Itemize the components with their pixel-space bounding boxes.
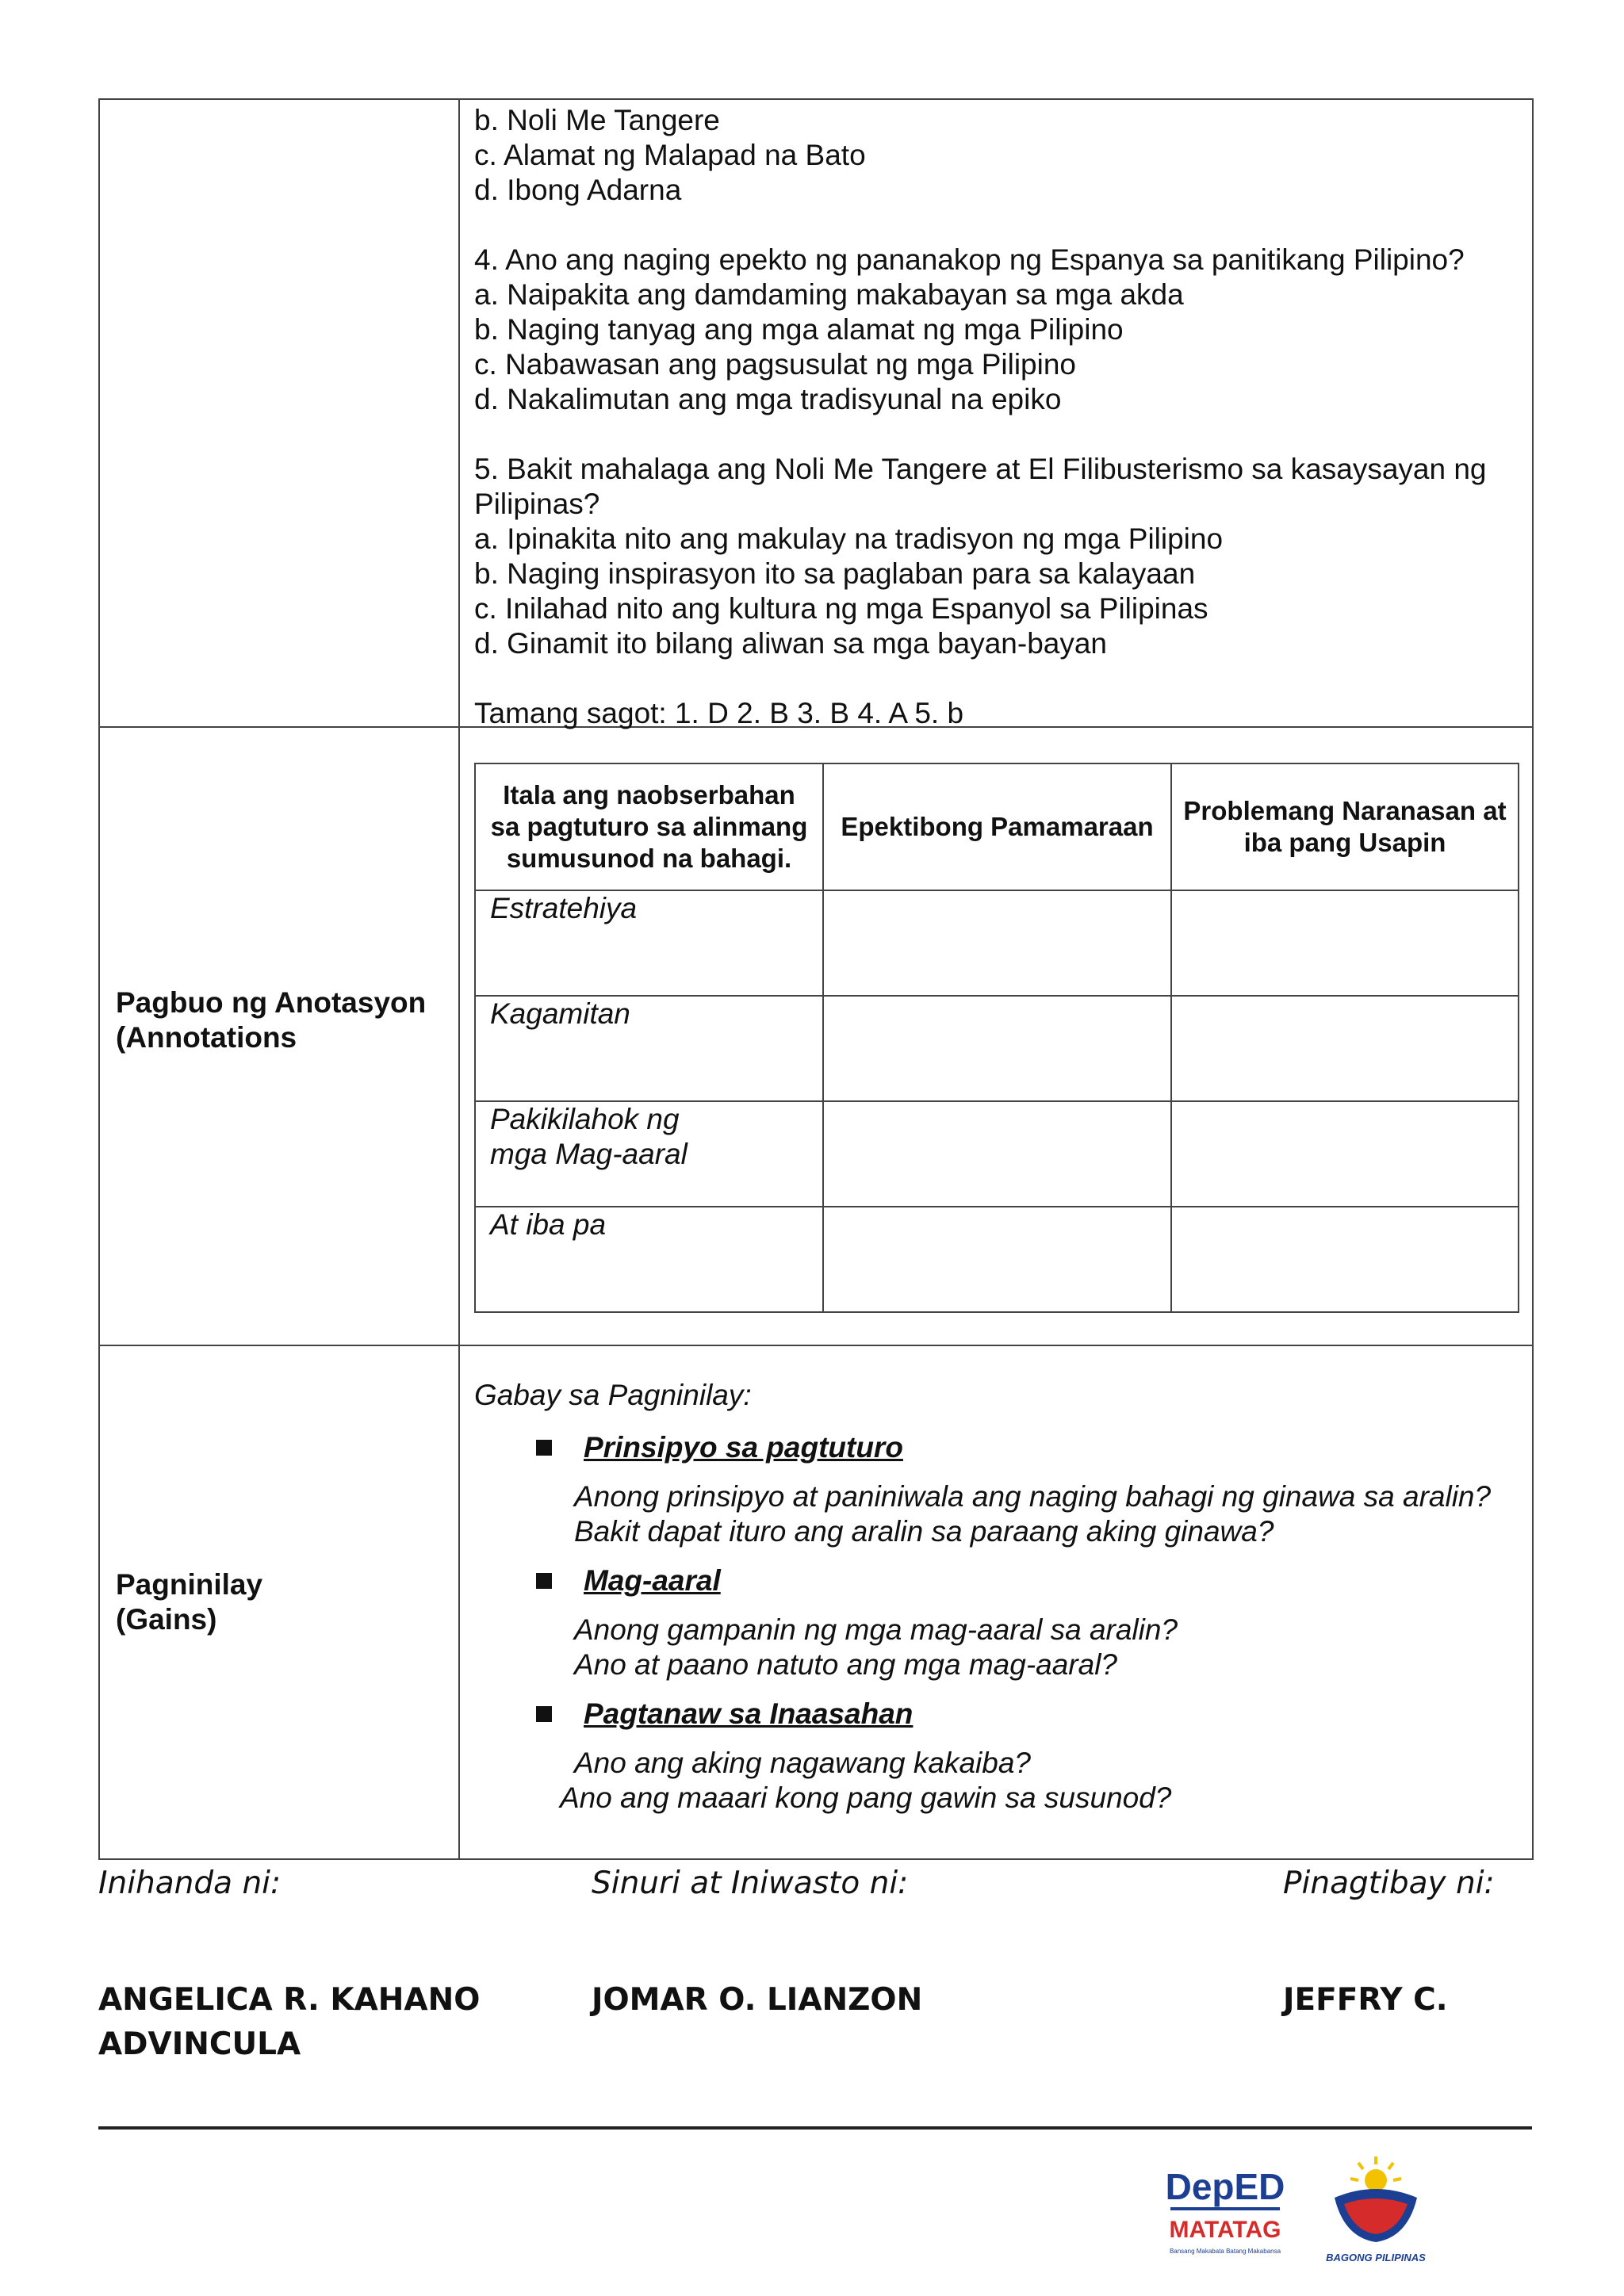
quiz-content-cell [459, 99, 1533, 727]
reflection-item-students [536, 1563, 1518, 1598]
q4-option-b: b. Naging tanyag ang mga alamat ng mga Pilipino [474, 313, 1124, 346]
lesson-plan-table [98, 98, 1534, 1860]
q5-question: 5. Bakit mahalaga ang Noli Me Tangere at El Filibusterismo sa kasaysayan ng Pilipinas? [474, 453, 1487, 520]
row-label-materials: Kagamitan [475, 996, 823, 1101]
table-row [475, 996, 1519, 1101]
reflection-line: Ano ang maaari kong pang gawin sa susunod? [560, 1781, 1172, 1814]
q3-option-d: d. Ibong Adarna [474, 174, 682, 206]
deped-logo-bar [1170, 2207, 1280, 2210]
reflection-item-title: Pagtanaw sa Inaasahan [584, 1697, 914, 1730]
reflection-line: Ano at paano natuto ang mga mag-aaral? [574, 1648, 1117, 1681]
table-row [475, 890, 1519, 996]
annotations-header-row [475, 763, 1519, 890]
checked-by-name: JOMAR O. LIANZON [592, 1982, 923, 2018]
problems-cell[interactable] [1171, 1207, 1519, 1312]
deped-logo-text: DepED [1165, 2166, 1285, 2207]
square-bullet-icon [536, 1440, 552, 1456]
reflection-item-outlook [536, 1697, 1518, 1732]
q4-option-d: d. Nakalimutan ang mga tradisyunal na epiko [474, 383, 1062, 415]
quiz-row [99, 99, 1533, 727]
q3-option-b: b. Noli Me Tangere [474, 104, 720, 136]
effective-cell[interactable] [823, 1207, 1171, 1312]
reflection-line: Anong gampanin ng mga mag-aaral sa aralin? [574, 1613, 1178, 1646]
table-row [475, 1207, 1519, 1312]
table-row [475, 1101, 1519, 1207]
deped-matatag-logo [1158, 2155, 1293, 2266]
q5-option-c: c. Inilahad nito ang kultura ng mga Espanyol sa Pilipinas [474, 592, 1208, 625]
reflection-content-cell [459, 1345, 1533, 1859]
checked-by-label: Sinuri at Iniwasto ni: [592, 1866, 909, 1901]
bagong-pilipinas-text: BAGONG PILIPINAS [1326, 2252, 1426, 2263]
annotations-row [99, 727, 1533, 1345]
q4-question: 4. Ano ang naging epekto ng pananakop ng Espanya sa panitikang Pilipino? [474, 243, 1465, 276]
square-bullet-icon [536, 1706, 552, 1722]
problems-cell[interactable] [1171, 1101, 1519, 1207]
q5-option-d: d. Ginamit ito bilang aliwan sa mga bayan-bayan [474, 627, 1108, 660]
q5-option-b: b. Naging inspirasyon ito sa paglaban para sa kalayaan [474, 557, 1196, 590]
reflection-line: Anong prinsipyo at paniniwala ang naging bahagi ng ginawa sa aralin? [574, 1480, 1492, 1513]
reflection-item-title: Mag-aaral [584, 1564, 721, 1597]
annotations-label: Pagbuo ng Anotasyon (Annotations [99, 727, 459, 1345]
reflection-item-title: Prinsipyo sa pagtuturo [584, 1431, 903, 1464]
annotations-header-problems: Problemang Naranasan at iba pang Usapin [1171, 763, 1519, 890]
prepared-by-name: ANGELICA R. KAHANO ADVINCULA [98, 1982, 481, 2062]
reflection-line: Ano ang aking nagawang kakaiba? [574, 1747, 1032, 1779]
bagong-pilipinas-logo [1312, 2149, 1439, 2267]
effective-cell[interactable] [823, 890, 1171, 996]
reflection-line: Bakit dapat ituro ang aralin sa paraang aking ginawa? [574, 1515, 1274, 1548]
prepared-by-label: Inihanda ni: [98, 1866, 282, 1901]
row-label-others: At iba pa [475, 1207, 823, 1312]
deped-tagline: Bansang Makabata Batang Makabansa [1169, 2248, 1281, 2255]
problems-cell[interactable] [1171, 996, 1519, 1101]
q5-option-a: a. Ipinakita nito ang makulay na tradisyon ng mga Pilipino [474, 522, 1224, 555]
annotations-content-cell [459, 727, 1533, 1345]
square-bullet-icon [536, 1573, 552, 1589]
effective-cell[interactable] [823, 1101, 1171, 1207]
annotations-table [474, 763, 1519, 1313]
problems-cell[interactable] [1171, 890, 1519, 996]
reflection-row [99, 1345, 1533, 1859]
answer-key: Tamang sagot: 1. D 2. B 3. B 4. A 5. b [474, 697, 964, 729]
q3-option-c: c. Alamat ng Malapad na Bato [474, 139, 866, 171]
annotations-header-observed: Itala ang naobserbahan sa pagtuturo sa alinmang sumusunod na bahagi. [475, 763, 823, 890]
q4-option-a: a. Naipakita ang damdaming makabayan sa mga akda [474, 278, 1184, 311]
matatag-text: MATATAG [1169, 2217, 1281, 2243]
sun-icon [1365, 2169, 1387, 2191]
footer-divider [98, 2126, 1532, 2130]
quiz-label-cell [99, 99, 459, 727]
row-label-participation: Pakikilahok ng mga Mag-aaral [475, 1101, 823, 1207]
row-label-strategy: Estratehiya [475, 890, 823, 996]
reflection-item-principle [536, 1430, 1518, 1465]
reflection-guide: Gabay sa Pagninilay: [474, 1379, 752, 1411]
annotations-header-effective: Epektibong Pamamaraan [823, 763, 1171, 890]
approved-by-label: Pinagtibay ni: [1283, 1866, 1495, 1901]
approved-by-name: JEFFRY C. [1283, 1982, 1448, 2018]
effective-cell[interactable] [823, 996, 1171, 1101]
q4-option-c: c. Nabawasan ang pagsusulat ng mga Pilipino [474, 348, 1076, 381]
reflection-label: Pagninilay (Gains) [99, 1345, 459, 1859]
